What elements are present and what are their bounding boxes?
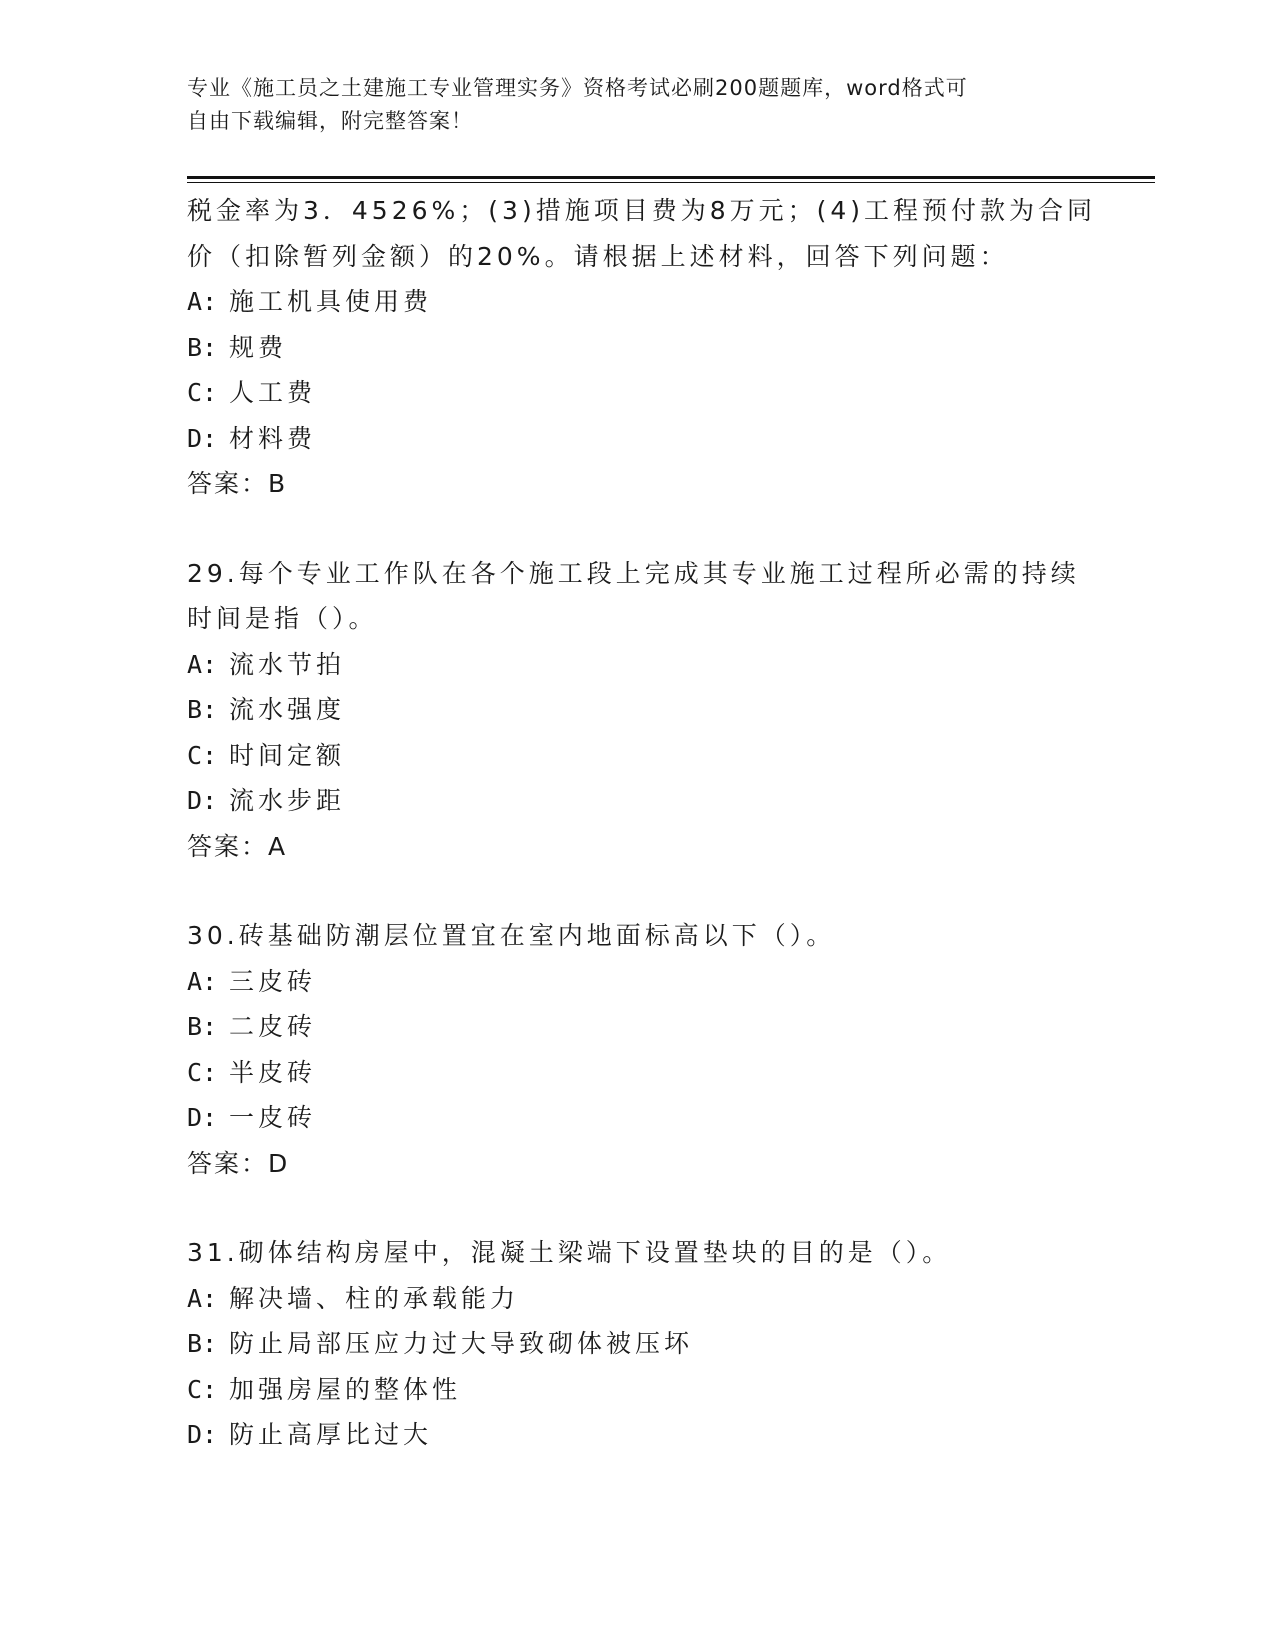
option-key: A:	[187, 1283, 218, 1313]
option-key: C:	[187, 1374, 218, 1404]
header-divider-thick	[187, 176, 1155, 179]
option-text: 时间定额	[229, 740, 346, 770]
question-stem-line: 31.砌体结构房屋中，混凝土梁端下设置垫块的目的是（）。	[187, 1238, 952, 1267]
option-key: A:	[187, 287, 218, 316]
option-text: 防止高厚比过大	[229, 1420, 433, 1449]
option-text: 流水强度	[229, 695, 346, 724]
option-a	[187, 642, 1087, 688]
option-a	[187, 1276, 1087, 1322]
answer-line: 答案：D	[187, 1148, 290, 1178]
option-key: C:	[187, 740, 218, 770]
option-c	[187, 1367, 1087, 1413]
option-d	[187, 1412, 1087, 1458]
option-key: D:	[187, 1420, 218, 1449]
answer-line: 答案：B	[187, 469, 288, 498]
option-key: B:	[187, 695, 218, 724]
option-b	[187, 687, 1087, 733]
option-text: 二皮砖	[229, 1012, 317, 1041]
option-key: A:	[187, 966, 218, 996]
option-text: 一皮砖	[229, 1103, 317, 1132]
option-text: 加强房屋的整体性	[229, 1374, 462, 1404]
option-d	[187, 416, 1087, 462]
option-text: 三皮砖	[229, 966, 317, 996]
option-key: C:	[187, 378, 218, 407]
option-text: 防止局部压应力过大导致砌体被压坏	[229, 1329, 694, 1358]
header-line-2: 自由下载编辑，附完整答案！	[187, 109, 473, 133]
question-list	[187, 188, 1097, 1458]
option-text: 人工费	[229, 378, 317, 407]
option-key: A:	[187, 649, 218, 679]
option-key: D:	[187, 1103, 218, 1132]
question-block-30	[187, 913, 1087, 1186]
option-key: B:	[187, 332, 218, 362]
page-header	[187, 72, 1087, 138]
option-text: 规费	[229, 332, 288, 362]
option-d	[187, 1095, 1087, 1141]
question-stem-line: 时间是指（）。	[187, 604, 378, 633]
option-d	[187, 778, 1087, 824]
question-stem-line: 30.砖基础防潮层位置宜在室内地面标高以下（）。	[187, 921, 836, 950]
option-text: 流水步距	[229, 786, 346, 815]
answer-line: 答案：A	[187, 831, 288, 861]
option-key: C:	[187, 1057, 218, 1087]
option-text: 半皮砖	[229, 1057, 317, 1087]
question-stem-line: 29.每个专业工作队在各个施工段上完成其专业施工过程所必需的持续	[187, 558, 1080, 588]
question-block-31	[187, 1230, 1087, 1458]
option-key: D:	[187, 423, 218, 453]
option-key: D:	[187, 786, 218, 815]
option-b	[187, 1004, 1087, 1050]
option-text: 施工机具使用费	[229, 287, 433, 316]
question-block-29	[187, 551, 1087, 870]
option-b	[187, 325, 1087, 371]
question-stem-line: 价（扣除暂列金额）的20%。请根据上述材料，回答下列问题：	[187, 241, 1009, 271]
option-text: 流水节拍	[229, 649, 346, 679]
question-block-continued	[187, 188, 1097, 507]
question-stem-line: 税金率为3．4526%；(3)措施项目费为8万元；(4)工程预付款为合同	[187, 196, 1097, 225]
option-text: 解决墙、柱的承载能力	[229, 1283, 520, 1313]
option-c	[187, 733, 1087, 779]
header-divider-thin	[187, 182, 1155, 183]
option-a	[187, 279, 1087, 325]
option-b	[187, 1321, 1087, 1367]
option-key: B:	[187, 1329, 218, 1358]
option-c	[187, 370, 1087, 416]
option-c	[187, 1050, 1087, 1096]
option-a	[187, 959, 1087, 1005]
option-text: 材料费	[229, 423, 317, 453]
option-key: B:	[187, 1012, 218, 1041]
header-line-1: 专业《施工员之土建施工专业管理实务》资格考试必刷200题题库，word格式可	[187, 76, 968, 100]
